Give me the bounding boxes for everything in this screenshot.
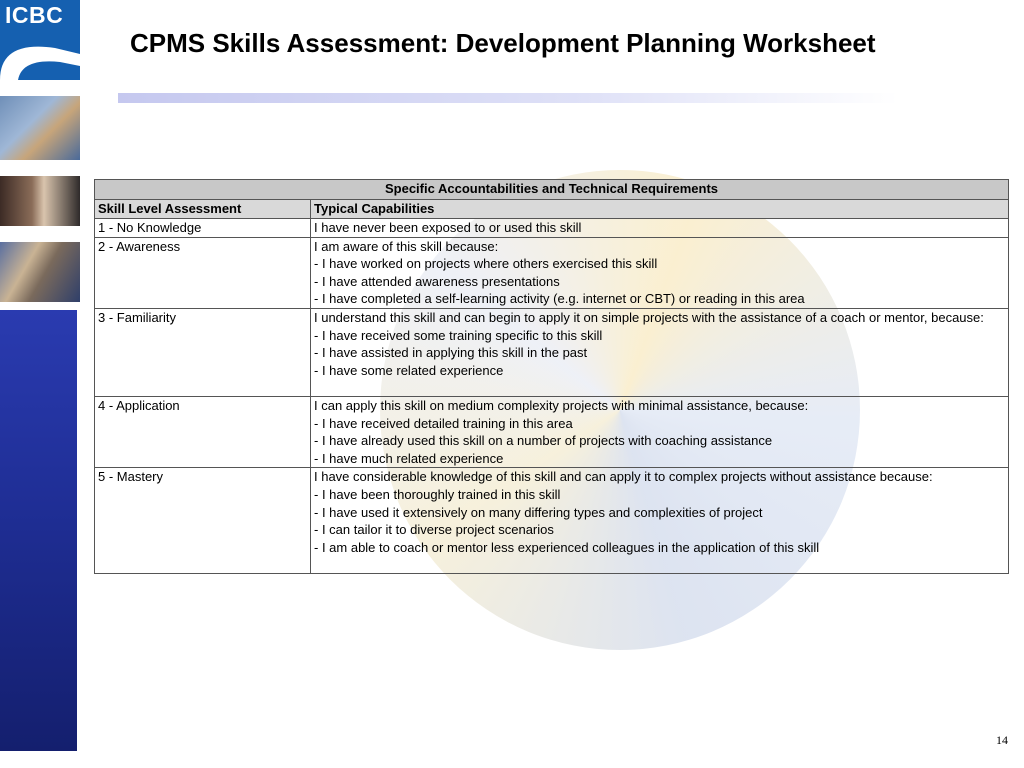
- capability-line: - I have received some training specific to this skill: [314, 327, 603, 343]
- table-row: [95, 308, 1009, 396]
- sidebar-band: [0, 310, 77, 751]
- capabilities-cell: [311, 396, 1009, 467]
- capability-line: - I have used it extensively on many differing types and complexities of project: [314, 504, 763, 520]
- capability-line: I have never been exposed to or used this skill: [314, 220, 582, 235]
- page-number: 14: [996, 733, 1008, 747]
- capabilities-cell: [311, 468, 1009, 574]
- capability-line: - I have much related experience: [314, 450, 504, 466]
- skill-level-cell: 1 - No Knowledge: [95, 219, 311, 238]
- capability-line: - I am able to coach or mentor less experienced colleagues in the application of this skill: [314, 539, 820, 555]
- skill-level-cell: 5 - Mastery: [95, 468, 311, 574]
- team-meeting-photo: [0, 242, 80, 302]
- table-row: [95, 237, 1009, 308]
- column-header-skill-level: Skill Level Assessment: [95, 200, 311, 219]
- page-title: CPMS Skills Assessment: Development Planning Worksheet: [130, 28, 876, 58]
- table-row: [95, 396, 1009, 467]
- capability-line: - I have already used this skill on a number of projects with coaching assistance: [314, 433, 773, 449]
- icbc-logo: [0, 0, 80, 80]
- capability-line: I am aware of this skill because:: [314, 238, 499, 254]
- logo-swoosh-icon: [0, 40, 80, 80]
- logo-text: ICBC: [5, 2, 64, 28]
- capabilities-cell: [311, 308, 1009, 396]
- table-row: [95, 219, 1009, 238]
- business-people-photo: [0, 96, 80, 160]
- capability-line: - I have completed a self-learning activity (e.g. internet or CBT) or reading in this area: [314, 291, 805, 307]
- capability-line: - I have received detailed training in this area: [314, 415, 573, 431]
- capability-line: I understand this skill and can begin to apply it on simple projects with the assistance of a coach or mentor, because:: [314, 309, 984, 325]
- skill-level-cell: 3 - Familiarity: [95, 308, 311, 396]
- column-header-capabilities: Typical Capabilities: [311, 200, 1009, 219]
- table-row: [95, 468, 1009, 574]
- capability-line: - I have attended awareness presentations: [314, 273, 560, 289]
- handshake-photo: [0, 176, 80, 226]
- skills-table: [94, 179, 1009, 574]
- capabilities-cell: [311, 237, 1009, 308]
- capability-line: - I have been thoroughly trained in this skill: [314, 486, 561, 502]
- capabilities-cell: [311, 219, 1009, 238]
- capability-line: I can apply this skill on medium complexity projects with minimal assistance, because:: [314, 397, 809, 413]
- capability-line: - I have assisted in applying this skill in the past: [314, 345, 588, 361]
- capability-line: - I have some related experience: [314, 362, 504, 378]
- table-caption: Specific Accountabilities and Technical Requirements: [95, 180, 1009, 200]
- skill-level-cell: 2 - Awareness: [95, 237, 311, 308]
- skill-level-cell: 4 - Application: [95, 396, 311, 467]
- title-underline-bar: [118, 93, 898, 103]
- capability-line: - I have worked on projects where others exercised this skill: [314, 256, 658, 272]
- capability-line: - I can tailor it to diverse project scenarios: [314, 522, 554, 538]
- capability-line: I have considerable knowledge of this skill and can apply it to complex projects without assistance because:: [314, 469, 933, 485]
